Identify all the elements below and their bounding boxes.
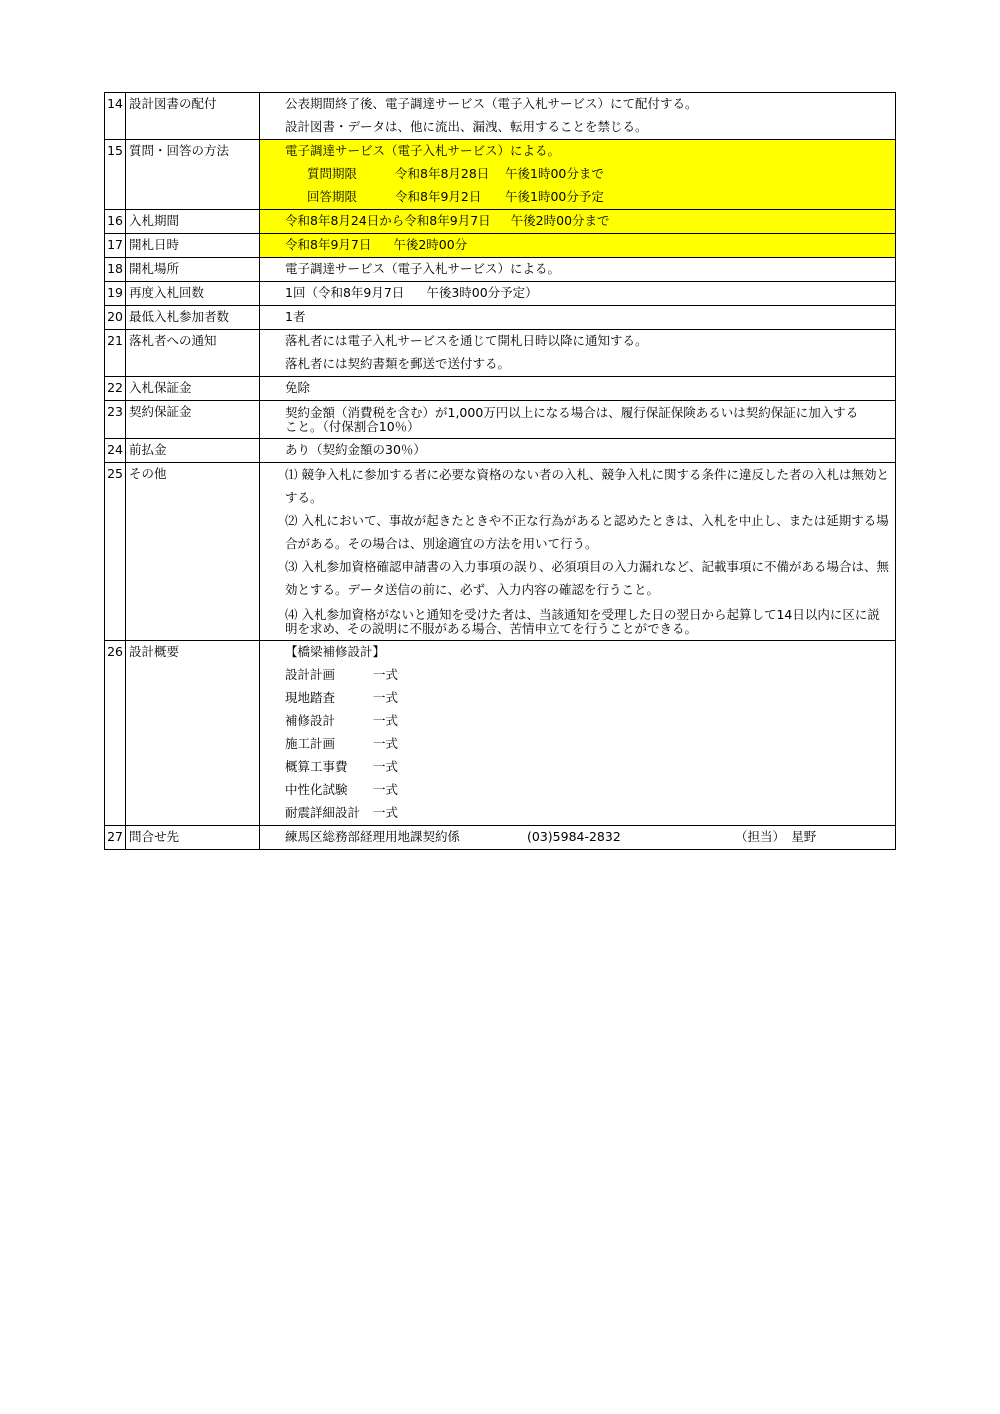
design-item [285,756,895,779]
design-heading: 【橋梁補修設計】 [285,644,386,659]
row-label: 落札者への通知 [126,330,260,377]
row-label: その他 [126,463,260,641]
row-number: 19 [105,282,126,306]
row-number: 21 [105,330,126,377]
design-item-name: 中性化試験 [285,782,348,797]
table-row [105,401,896,439]
row-number: 16 [105,210,126,234]
answer-deadline-time: 午後1時00分予定 [505,189,604,204]
row-value-highlighted [260,210,896,234]
rebid-count-time: 午後3時00分予定） [426,285,538,300]
row-number: 15 [105,140,126,210]
row-value [260,377,896,401]
contact-person: （担当） 星野 [735,829,817,844]
answer-deadline [285,186,895,209]
row-value [260,93,896,140]
bid-period [285,210,895,233]
contact-department: 練馬区総務部経理用地課契約係 [285,829,461,844]
row-label: 前払金 [126,439,260,463]
value-line: 電子調達サービス（電子入札サービス）による。 [285,140,895,163]
row-label: 開札日時 [126,234,260,258]
design-item-name: 概算工事費 [285,759,348,774]
row-label: 再度入札回数 [126,282,260,306]
design-item-qty: 一式 [373,736,399,751]
table-row [105,140,896,210]
value-line: 落札者には契約書類を郵送で送付する。 [285,356,511,371]
design-item [285,664,895,687]
value-line: 電子調達サービス（電子入札サービス）による。 [285,261,561,276]
row-number: 27 [105,826,126,850]
row-label: 質問・回答の方法 [126,140,260,210]
row-number: 14 [105,93,126,140]
design-item [285,802,895,825]
value-line: 公表期間終了後、電子調達サービス（電子入札サービス）にて配付する。 [285,96,698,111]
question-deadline-time: 午後1時00分まで [505,166,604,181]
table-row [105,282,896,306]
row-label: 設計概要 [126,641,260,826]
row-value [260,330,896,377]
row-value [260,306,896,330]
table-row [105,463,896,641]
design-item [285,733,895,756]
table-row [105,93,896,140]
table-row [105,439,896,463]
table-row [105,306,896,330]
table-row [105,210,896,234]
note-paragraph: ⑴ 競争入札に参加する者に必要な資格のない者の入札、競争入札に関する条件に違反した者の入札は無効とする。 [285,467,889,505]
tender-info-table [104,92,896,850]
row-value [260,401,896,439]
value-line: 1者 [285,309,306,324]
note-paragraph: ⑵ 入札において、事故が起きたときや不正な行為があると認めたときは、入札を中止し、または延期する場合がある。その場合は、別途適宜の方法を用いて行う。 [285,513,889,551]
row-value-highlighted [260,140,896,210]
rebid-count [285,282,895,305]
row-number: 22 [105,377,126,401]
design-item [285,779,895,802]
design-item-name: 耐震詳細設計 [285,805,361,820]
table-row [105,377,896,401]
row-number: 24 [105,439,126,463]
answer-deadline-label: 回答期限 [307,189,358,204]
design-item-qty: 一式 [373,667,399,682]
row-number: 17 [105,234,126,258]
question-deadline-label: 質問期限 [307,166,358,181]
opening-date: 令和8年9月7日 [285,237,372,252]
row-label: 入札期間 [126,210,260,234]
design-item [285,710,895,733]
table-row [105,234,896,258]
contact-info [285,826,895,849]
row-value [260,826,896,850]
row-label: 設計図書の配付 [126,93,260,140]
row-label: 入札保証金 [126,377,260,401]
row-value [260,463,896,641]
row-label: 開札場所 [126,258,260,282]
row-number: 18 [105,258,126,282]
answer-deadline-date: 令和8年9月2日 [395,189,482,204]
table-row [105,641,896,826]
row-label: 契約保証金 [126,401,260,439]
row-number: 26 [105,641,126,826]
design-item-qty: 一式 [373,713,399,728]
row-value [260,439,896,463]
value-line: 免除 [285,380,311,395]
bid-period-dates: 令和8年8月24日から令和8年9月7日 [285,213,491,228]
design-item-qty: 一式 [373,782,399,797]
design-item-qty: 一式 [373,690,399,705]
question-deadline-date: 令和8年8月28日 [395,166,490,181]
row-value-highlighted [260,234,896,258]
row-value [260,258,896,282]
row-number: 23 [105,401,126,439]
bid-period-time: 午後2時00分まで [510,213,610,228]
note-paragraph: ⑶ 入札参加資格確認申請書の入力事項の誤り、必須項目の入力漏れなど、記載事項に不備がある場合は、無効とする。データ送信の前に、必ず、入力内容の確認を行うこと。 [285,559,889,597]
table-row [105,258,896,282]
row-number: 20 [105,306,126,330]
opening-time: 午後2時00分 [393,237,468,252]
design-item-name: 補修設計 [285,713,336,728]
row-value [260,282,896,306]
rebid-count-date: 1回（令和8年9月7日 [285,285,405,300]
row-label: 問合せ先 [126,826,260,850]
value-line: あり（契約金額の30％） [285,442,426,457]
value-line: 落札者には電子入札サービスを通じて開札日時以降に通知する。 [285,333,648,348]
value-paragraph: 契約金額（消費税を含む）が1,000万円以上になる場合は、履行保証保険あるいは契約保証に加入すること。（付保割合10％） [285,405,859,434]
table-row [105,826,896,850]
design-item-qty: 一式 [373,759,399,774]
contact-phone: (03)5984-2832 [527,829,621,844]
table-row [105,330,896,377]
row-value [260,641,896,826]
value-line: 設計図書・データは、他に流出、漏洩、転用することを禁じる。 [285,119,648,134]
design-item-qty: 一式 [373,805,399,820]
design-item-name: 施工計画 [285,736,336,751]
row-number: 25 [105,463,126,641]
opening-datetime [285,234,895,257]
design-item-name: 現地踏査 [285,690,336,705]
design-item [285,687,895,710]
row-label: 最低入札参加者数 [126,306,260,330]
design-item-name: 設計計画 [285,667,336,682]
note-paragraph: ⑷ 入札参加資格がないと通知を受けた者は、当該通知を受理した日の翌日から起算して14日以内に区に説明を求め、その説明に不服がある場合、苦情申立てを行うことができる。 [285,607,880,636]
question-deadline [285,163,895,186]
